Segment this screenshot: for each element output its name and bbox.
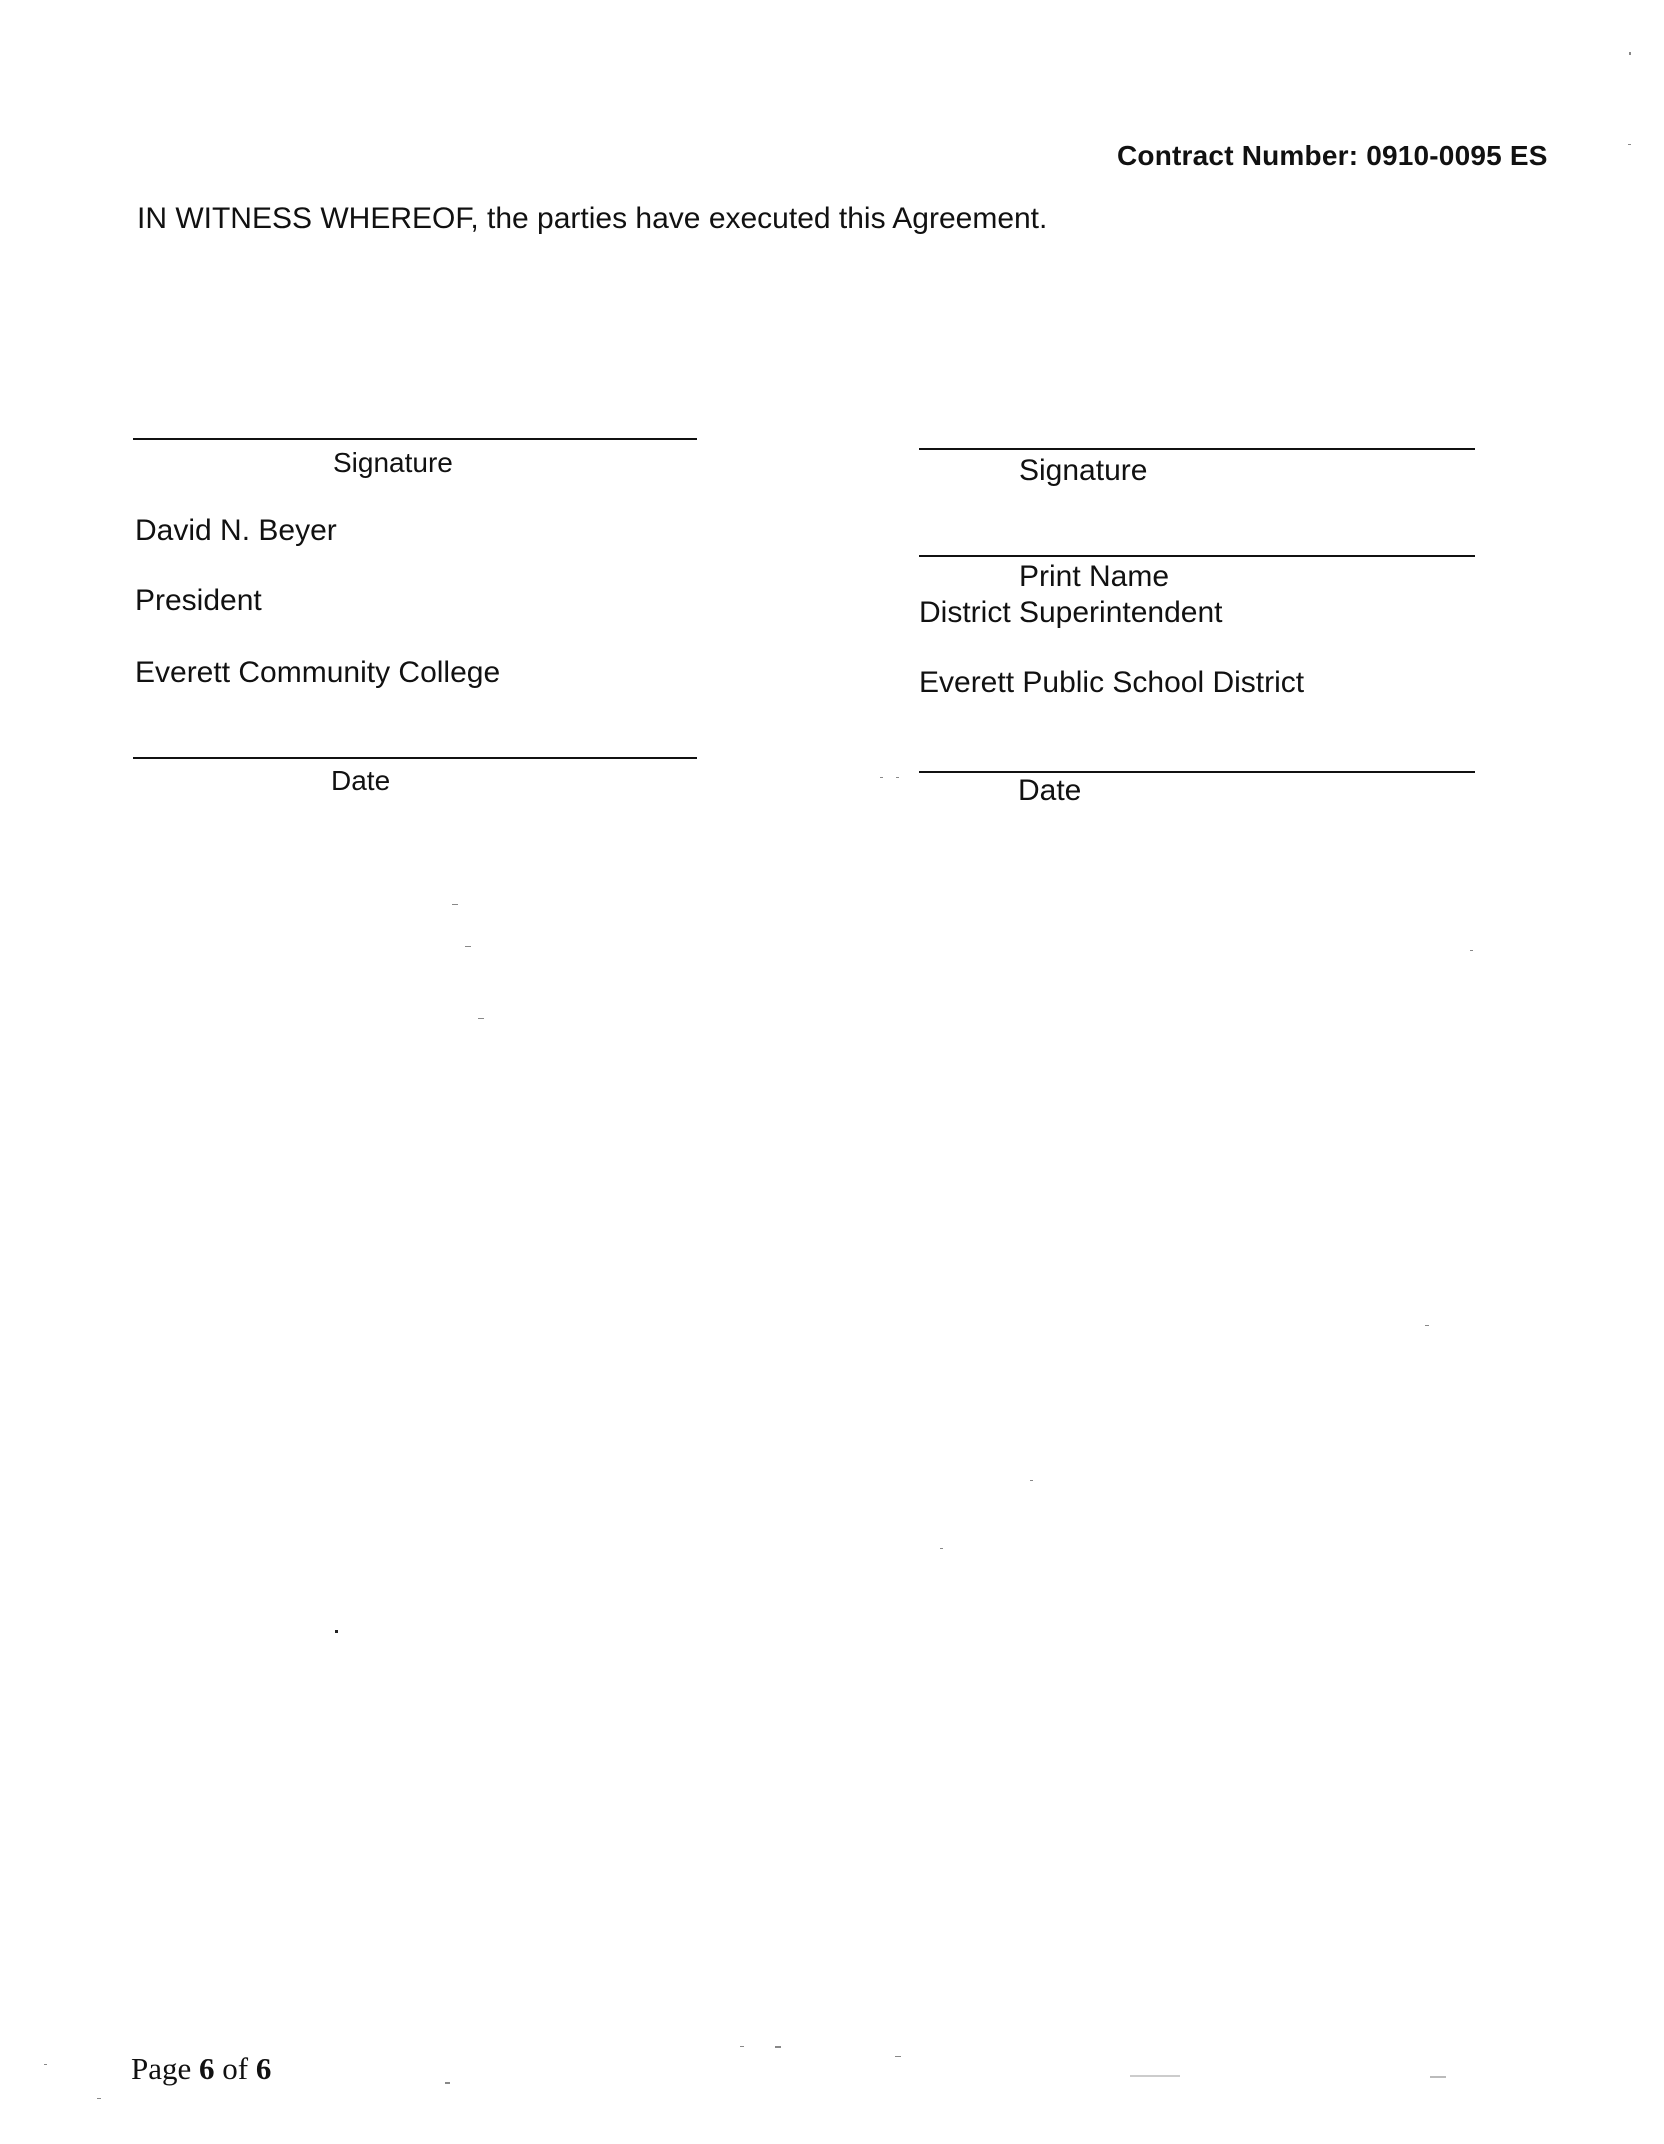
scan-speck (895, 2056, 901, 2057)
scan-speck (940, 1548, 943, 1549)
scan-speck (1470, 950, 1473, 951)
right-signature-line (919, 448, 1475, 450)
page-number (131, 2051, 271, 2087)
page-total: 6 (255, 2051, 272, 2086)
scan-speck (465, 946, 471, 947)
scan-speck (1628, 144, 1631, 145)
witness-statement: IN WITNESS WHEREOF, the parties have executed this Agreement. (137, 202, 1048, 235)
scan-speck (1030, 1480, 1033, 1481)
scan-speck (880, 777, 883, 778)
page-label: Page (131, 2051, 192, 2086)
scan-speck (1629, 52, 1631, 55)
scan-speck (1130, 2075, 1180, 2077)
scan-speck (740, 2046, 744, 2047)
scan-speck (1425, 1325, 1429, 1326)
page-current: 6 (199, 2051, 215, 2086)
right-print-name-caption: Print Name (1019, 560, 1170, 593)
scan-speck (896, 777, 899, 778)
left-date-caption: Date (331, 765, 391, 796)
page-of: of (222, 2051, 249, 2086)
scan-speck (335, 1630, 338, 1633)
right-print-name-line (919, 555, 1475, 557)
left-signature-line (133, 438, 697, 440)
scan-speck (478, 1018, 484, 1019)
scan-speck (445, 2082, 450, 2084)
left-signer-title: President (135, 584, 262, 617)
scan-speck (1430, 2076, 1446, 2078)
left-signature-caption: Signature (333, 447, 453, 478)
scan-speck (44, 2064, 47, 2065)
right-organization: Everett Public School District (919, 666, 1305, 699)
scan-speck (97, 2098, 101, 2099)
left-signer-name: David N. Beyer (135, 514, 337, 547)
right-date-line (919, 771, 1475, 773)
scan-speck (775, 2046, 781, 2048)
right-signature-caption: Signature (1019, 454, 1148, 487)
contract-number: Contract Number: 0910-0095 ES (1117, 140, 1548, 171)
scan-speck (452, 904, 458, 905)
left-organization: Everett Community College (135, 656, 501, 689)
right-date-caption: Date (1018, 774, 1082, 807)
left-date-line (133, 757, 697, 759)
right-signer-title: District Superintendent (919, 596, 1223, 629)
